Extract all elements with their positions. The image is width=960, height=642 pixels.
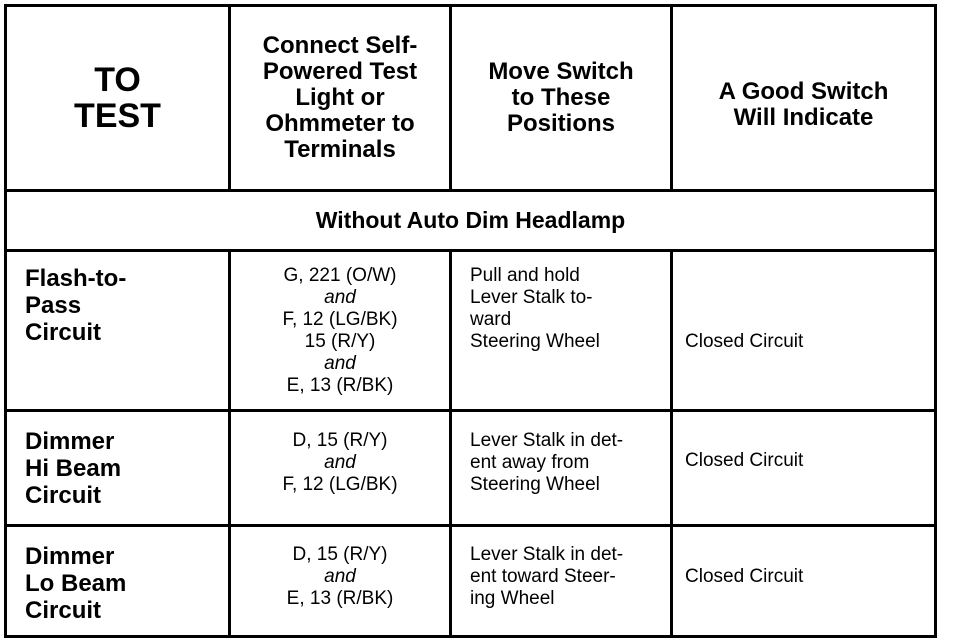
row2-positions [452,412,673,527]
row1-terminal-3: 15 (R/Y) [304,331,376,352]
header-move-line3: Positions [506,110,615,137]
row1-terminal-4: E, 13 (R/BK) [286,375,394,396]
row1-label-line3: Circuit [25,319,102,346]
header-to-test-line1: TO [94,61,141,99]
row1-terminal-1: G, 221 (O/W) [283,265,397,286]
header-connect-line1: Connect Self- [262,32,418,59]
row1-position-line1: Pull and hold [470,265,580,286]
row3-position-line1: Lever Stalk in det- [470,544,624,565]
row2-terminal-and: and [324,452,356,473]
row3-indicate [673,527,934,635]
row1-position-line2: Lever Stalk to- [470,287,593,308]
row1-terminal-and-1: and [324,287,356,308]
row-label-flash-to-pass [7,252,231,412]
header-connect-terminals [231,7,452,192]
row2-terminal-1: D, 15 (R/Y) [292,430,388,451]
row3-positions [452,527,673,635]
row3-label-line3: Circuit [25,597,102,624]
row3-terminal-2: E, 13 (R/BK) [286,588,394,609]
row1-terminal-and-2: and [324,353,356,374]
switch-test-table [4,4,937,638]
header-connect-line4: Ohmmeter to [265,110,415,137]
row1-terminals [231,252,452,412]
section-title: Without Auto Dim Headlamp [315,207,626,233]
row3-terminals [231,527,452,635]
row2-position-line1: Lever Stalk in det- [470,430,624,451]
header-good-switch [673,7,934,192]
row1-position-line3: ward [470,309,512,330]
row1-indicate [673,252,934,412]
header-to-test-line2: TEST [74,97,161,135]
row1-position-line4: Steering Wheel [470,331,600,352]
row3-label-line2: Lo Beam [25,570,127,597]
header-good-line2: Will Indicate [733,104,874,131]
row2-label-line2: Hi Beam [25,455,122,482]
row1-label-line1: Flash-to- [25,265,127,292]
row3-position-line3: ing Wheel [470,588,555,609]
row2-terminals [231,412,452,527]
row2-terminal-2: F, 12 (LG/BK) [282,474,398,495]
row1-label-line2: Pass [25,292,82,319]
header-move-line2: to These [511,84,611,111]
row2-position-line2: ent away from [470,452,590,473]
header-connect-line5: Terminals [284,136,396,163]
row3-label-line1: Dimmer [25,543,115,570]
row1-terminal-2: F, 12 (LG/BK) [282,309,398,330]
header-move-line1: Move Switch [488,58,634,85]
row2-position-line3: Steering Wheel [470,474,600,495]
header-good-line1: A Good Switch [718,78,889,105]
row3-position-line2: ent toward Steer- [470,566,616,587]
row2-indicate [673,412,934,527]
row1-indicate-text: Closed Circuit [685,331,804,352]
row-label-dimmer-lo-beam [7,527,231,635]
row3-terminal-1: D, 15 (R/Y) [292,544,388,565]
row2-indicate-text: Closed Circuit [685,450,804,471]
section-band [7,192,934,252]
row3-terminal-and: and [324,566,356,587]
header-move-switch [452,7,673,192]
row2-label-line1: Dimmer [25,428,115,455]
row1-positions [452,252,673,412]
row3-indicate-text: Closed Circuit [685,566,804,587]
row-label-dimmer-hi-beam [7,412,231,527]
header-connect-line3: Light or [295,84,385,111]
row2-label-line3: Circuit [25,482,102,509]
header-to-test [7,7,231,192]
header-connect-line2: Powered Test [262,58,418,85]
